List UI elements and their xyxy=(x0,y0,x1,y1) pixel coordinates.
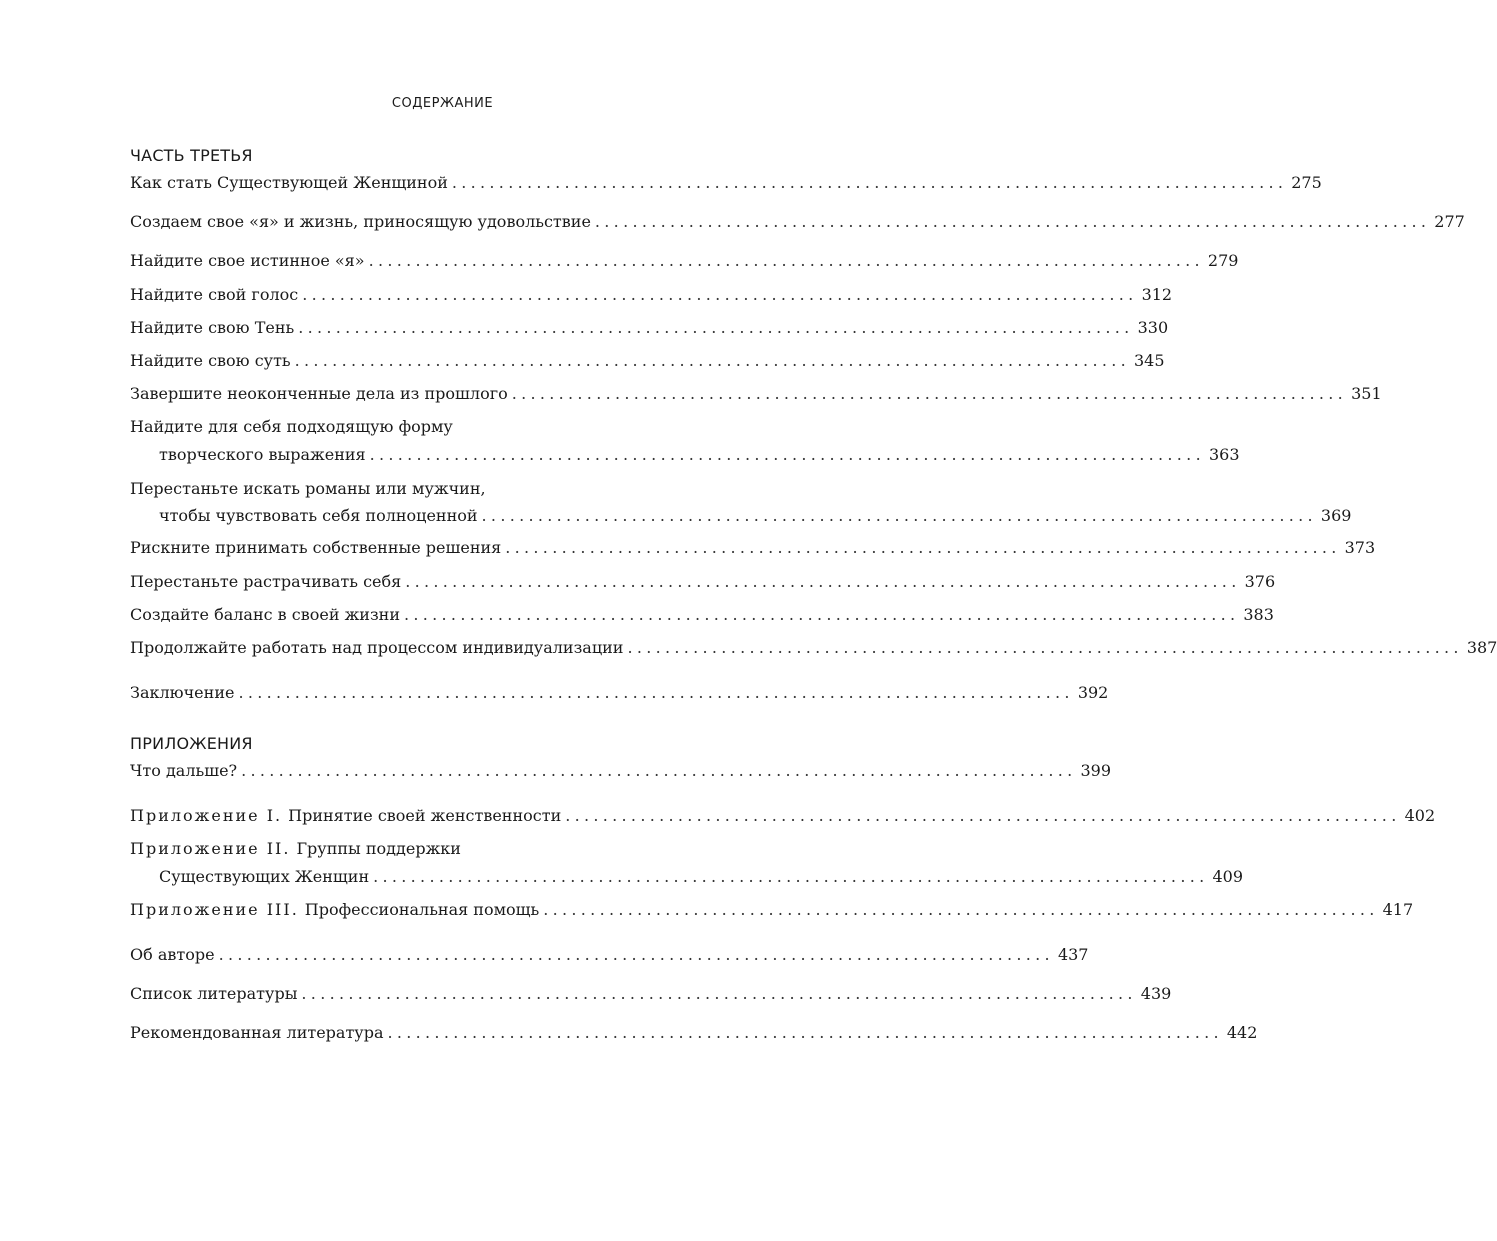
toc-entry-page: 399 xyxy=(1080,761,1112,780)
leader-dots: ......................................................................................... xyxy=(481,506,1317,525)
toc-entry-page: 279 xyxy=(1207,251,1239,270)
toc-entry-title: Перестаньте искать романы или мужчин, xyxy=(130,479,486,498)
toc-entry-page: 383 xyxy=(1243,605,1274,624)
leader-dots: ......................................................................................... xyxy=(302,285,1138,304)
toc-entry[interactable] xyxy=(130,538,1376,558)
toc-entry-page: 376 xyxy=(1244,572,1276,591)
toc-entry-page: 439 xyxy=(1140,984,1172,1003)
toc-entry-title: Принятие своей женственности xyxy=(288,806,562,825)
toc-entry-title: Что дальше? xyxy=(130,761,238,780)
leader-dots: ......................................................................................... xyxy=(451,173,1288,192)
toc-entry[interactable] xyxy=(130,761,1112,781)
leader-dots: ......................................................................................... xyxy=(505,538,1341,557)
leader-dots: ......................................................................................... xyxy=(387,1023,1223,1042)
toc-entry[interactable] xyxy=(130,900,1414,920)
toc-entry-title: Группы поддержки xyxy=(296,839,461,858)
toc-entry-page: 373 xyxy=(1344,538,1376,557)
toc-entry[interactable] xyxy=(130,605,1274,625)
toc-entry-page: 363 xyxy=(1208,445,1240,464)
toc-entry[interactable] xyxy=(130,683,1109,703)
toc-entry-title-continued: творческого выражения xyxy=(159,445,366,464)
leader-dots: ......................................................................................... xyxy=(404,605,1240,624)
leader-dots: ......................................................................................... xyxy=(238,683,1074,702)
toc-entry[interactable] xyxy=(130,638,1497,658)
toc-entry[interactable] xyxy=(130,984,1172,1004)
toc-entry-title: Завершите неоконченные дела из прошлого xyxy=(130,384,508,403)
toc-entry-page: 409 xyxy=(1212,867,1244,886)
toc-entry[interactable] xyxy=(130,318,1169,338)
toc-entry-page: 387 xyxy=(1466,638,1497,657)
toc-entry[interactable] xyxy=(130,806,1436,826)
toc-entry-title: Список литературы xyxy=(130,984,298,1003)
toc-entry-page: 312 xyxy=(1141,285,1173,304)
toc-entry-title: Найдите свою Тень xyxy=(130,318,295,337)
toc-entry-title: Создайте баланс в своей жизни xyxy=(130,605,400,624)
toc-entry-page: 275 xyxy=(1291,173,1322,192)
toc-entry-page: 442 xyxy=(1226,1023,1258,1042)
toc-entry-title: Создаем свое «я» и жизнь, приносящую удовольствие xyxy=(130,212,591,231)
leader-dots: ......................................................................................... xyxy=(218,945,1054,964)
toc-entry-title: Рекомендованная литература xyxy=(130,1023,384,1042)
leader-dots: ......................................................................................... xyxy=(511,384,1348,403)
toc-entry[interactable] xyxy=(130,173,1322,193)
toc-entry-page: 330 xyxy=(1137,318,1169,337)
toc-entry-page: 417 xyxy=(1382,900,1414,919)
toc-entry[interactable] xyxy=(130,212,1465,232)
section-title-part-three: ЧАСТЬ ТРЕТЬЯ xyxy=(130,146,253,165)
toc-entry-title: Как стать Существующей Женщиной xyxy=(130,173,448,192)
leader-dots: ......................................................................................... xyxy=(627,638,1463,657)
toc-entry[interactable] xyxy=(130,1023,1258,1043)
leader-dots: ......................................................................................... xyxy=(369,445,1205,464)
toc-entry-title: Перестаньте растрачивать себя xyxy=(130,572,402,591)
toc-entry-title: Профессиональная помощь xyxy=(304,900,540,919)
toc-entry-page: 345 xyxy=(1134,351,1165,370)
leader-dots: ......................................................................................... xyxy=(368,251,1204,270)
leader-dots: ......................................................................................... xyxy=(294,351,1130,370)
appendix-label: Приложение II. xyxy=(130,839,291,858)
toc-entry-title: Рискните принимать собственные решения xyxy=(130,538,502,557)
toc-entry-page: 437 xyxy=(1057,945,1089,964)
toc-entry-title-continued: Существующих Женщин xyxy=(159,867,370,886)
page-title: СОДЕРЖАНИЕ xyxy=(391,96,494,111)
toc-entry-page: 277 xyxy=(1434,212,1465,231)
section-title-appendices: ПРИЛОЖЕНИЯ xyxy=(130,734,253,753)
toc-entry-page: 402 xyxy=(1404,806,1436,825)
leader-dots: ......................................................................................... xyxy=(543,900,1379,919)
toc-entry-title: Об авторе xyxy=(130,945,215,964)
leader-dots: ......................................................................................... xyxy=(301,984,1137,1003)
toc-entry[interactable] xyxy=(130,945,1089,965)
toc-entry-title: Найдите свой голос xyxy=(130,285,299,304)
toc-entry[interactable] xyxy=(130,384,1382,404)
toc-entry[interactable] xyxy=(130,479,1352,526)
toc-entry[interactable] xyxy=(130,572,1276,592)
leader-dots: ......................................................................................... xyxy=(405,572,1241,591)
toc-entry-title-continued: чтобы чувствовать себя полноценной xyxy=(159,506,478,525)
toc-entry-title: Найдите свое истинное «я» xyxy=(130,251,365,270)
toc-entry[interactable] xyxy=(130,417,1240,465)
toc-entry-title: Найдите для себя подходящую форму xyxy=(130,417,453,436)
toc-entry-title: Найдите свою суть xyxy=(130,351,291,370)
toc-entry-title: Продолжайте работать над процессом индивидуализации xyxy=(130,638,624,657)
toc-entry[interactable] xyxy=(130,351,1165,371)
appendix-label: Приложение I. xyxy=(130,806,283,825)
toc-entry-page: 369 xyxy=(1320,506,1352,525)
toc-entry[interactable] xyxy=(130,285,1173,305)
leader-dots: ......................................................................................... xyxy=(594,212,1431,231)
toc-entry[interactable] xyxy=(130,251,1239,271)
toc-entry-title: Заключение xyxy=(130,683,235,702)
leader-dots: ......................................................................................... xyxy=(373,867,1209,886)
leader-dots: ......................................................................................... xyxy=(241,761,1077,780)
appendix-label: Приложение III. xyxy=(130,900,299,919)
toc-entry[interactable] xyxy=(130,839,1244,887)
leader-dots: ......................................................................................... xyxy=(565,806,1401,825)
leader-dots: ......................................................................................... xyxy=(298,318,1134,337)
toc-entry-page: 351 xyxy=(1351,384,1382,403)
toc-entry-page: 392 xyxy=(1077,683,1109,702)
